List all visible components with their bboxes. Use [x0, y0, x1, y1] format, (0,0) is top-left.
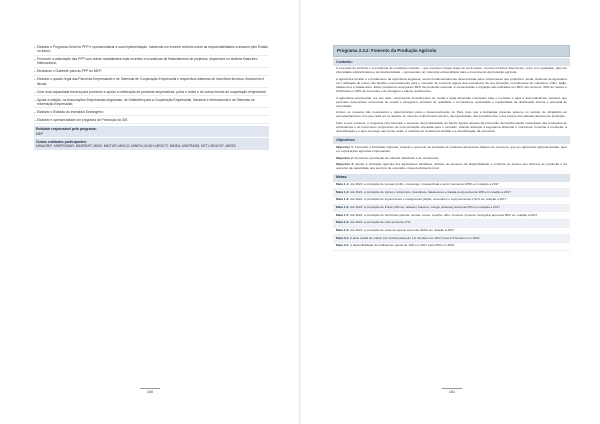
goal-row — [333, 182, 570, 190]
context-paragraph: Face a este contexto, o programa visa fomentar o aumento da produtividade do Sector Agrário através da promoção da transformação sustentável das produções de subsistência e do incremento progressivo de uma produção orientada para o mercado, visando alcançar a segurança alimentar e nutricional, fomentar a produção, a diversificação e o auto-emprego nas zonas rurais, a melhoria do rendimento familiar e a diversificação da economia. — [336, 121, 567, 134]
objectives-heading: Objectivos: — [333, 136, 570, 144]
list-item: – Apoiar a criação, na Associações Empresariais Angolanas, de Gabinetes para a Cooperação Empresarial, Nacional e Internacional e de Sistemas de Informação Empresarial; — [34, 98, 269, 109]
goal-text: Até 2022, a produção de cana-de-açúcar aumenta 401% em relação a 2017 — [349, 228, 455, 233]
goal-text: Até 2022, a produção de leguminosas e oleaginosas (feijão, amendoim e soja) aumenta 1,6x% em relação a 2017 — [349, 197, 507, 202]
list-item: – Elaborar o Programa Geral do PPP e operacionalizar a sua implementação, mantendo um enorme controlo sobre as responsabilidades a assumir pelo Estado no futuro; — [34, 45, 269, 56]
responsible-entity-label: Entidade responsável pelo programa: — [36, 127, 97, 132]
participants-value: MINAGRIF; MINPESMAR; MINERMIT; MIND; MINTUR; MINCO; MINFIN; MJDH; MESCTI; MINEA; MINTRANS; MTTI; MINCOP; MIREX — [36, 144, 237, 149]
goal-row — [333, 212, 570, 220]
context-heading: Contexto: — [333, 58, 570, 66]
objective-text: Fomentar a Actividade Agrícola, visando o aumento da produção de produtos alimentares básicos de consumo, que em agricultura agrícola familiar, quer em explorações agrícolas empresariais; — [336, 144, 567, 153]
list-item: – Criar uma capacidade técnica para promover e apoiar a celebração de parcerias empresariais, pólos e redes e de outras formas de cooperação empresarial; — [34, 90, 269, 96]
objective-label: Objectivo 1: — [336, 144, 354, 149]
goal-label: Meta 1.2: — [336, 189, 350, 194]
objective-text: Aumentar a produção de culturas industriais e de rendimento; — [354, 155, 440, 160]
goal-text: Até 2022, a produção de hortícolas (cebola, tomate, couve, repolho, alho, cenoura, pimento, beringela) aumenta 85% em relação a 2017 — [349, 212, 538, 217]
participants-label: Outras entidades participantes: — [36, 139, 87, 144]
goal-label: Meta 1.1: — [336, 181, 350, 186]
program-title: Programa 2.3.2: Fomento da Produção Agrícola — [333, 45, 570, 57]
right-page-content — [333, 45, 570, 251]
goal-row — [333, 197, 570, 205]
objective-item — [333, 144, 570, 155]
goal-label: Meta 1.5: — [336, 212, 350, 217]
list-item: – Dinamizar o Gabinete para as PPP do MEP; — [34, 69, 269, 75]
list-item: – Promover a articulação das PPP com outras modalidades mais recentes e inovadoras de financiamento de projectos, dispensem no sistema financeiro internacional; — [34, 57, 269, 68]
goal-text: Até 2022, a produção de frutas (citrinos, abacaxi, banana, manga, abacate) aumenta 53% em relação a 2017 — [349, 205, 500, 210]
context-paragraph: A agricultura empresarial, por seu lado, compreende investimentos de média e larga dimensão orientados para o mercado e para a auto-suficiência nacional, que permitam desenvolver economias de escala e assegurem produtos de qualidade e competitivos, quantidade e regularidade da distribuição interna e potencial de exportação. — [336, 95, 567, 108]
goal-row — [333, 243, 570, 251]
list-item: – Elaborar e operacionalizar um programa de Promoção do IDE. — [34, 118, 269, 124]
goal-text: Até 2022, a produção de cereais (milho, massango, massambala e arroz) aumenta 105% em relação a 2017 — [349, 181, 499, 186]
list-item: – Elaborar o quadro legal das Parcerias Empresariais e de Sistemas de Cooperação Empresarial e respectivos sistemas de incentivos técnicos, financeiros e fiscais; — [34, 77, 269, 88]
goal-text: A área média de cultivo por família passa de 1,5 hectares em 2017 para 2,5 hectares em 2022 — [349, 235, 480, 240]
objective-item — [333, 155, 570, 162]
goal-row — [333, 228, 570, 236]
page-number-left: 160 — [130, 388, 170, 394]
participants-box — [34, 138, 269, 150]
bullet-list — [34, 45, 269, 124]
objective-text: Apoiar a produção agrícola dos agricultores familiares, através do aumento da disponibilidade e melhoria do acesso aos factores de produção e do aumento da capacidade dos serviços de extensão e desenvolvimento rural. — [336, 162, 567, 171]
goal-label: Meta 1.4: — [336, 205, 350, 210]
goal-row — [333, 189, 570, 197]
context-paragraph: A agricultura familiar é o fundamento da agricultura angolana, sendo fundamentalmente desenvolvida pelos camponeses que produzem, ainda, sistemas de agricultura com utilização de meios não familiar, essencialmente para o mercado de consumo alguns dos excedentes da sua produção, normalmente de mandioca, milho, feijão, batata-rena e batata-doce. Estes produtores asseguram 80% da produção nacional. A mecanização e irrigação são utilizadas em 80% dos terrenos, 90% de rações e fertilizantes e 90% de sementes e de forragens e baixos rendimentos. — [336, 77, 567, 93]
left-page-content — [34, 45, 269, 150]
objective-label: Objectivo 3: — [336, 162, 355, 167]
objective-item — [333, 162, 570, 173]
goal-row — [333, 235, 570, 243]
goal-label: Meta 2.1: — [336, 220, 350, 225]
goal-text: Até 2022, a produção de café aumenta 17% — [349, 220, 411, 225]
goal-label: Meta 1.3: — [336, 197, 350, 202]
goal-label: Meta 3.1: — [336, 235, 350, 240]
responsible-entity-box — [34, 126, 269, 138]
goal-row — [333, 220, 570, 228]
list-item: – Elaborar o Estatuto do Investidor Estrangeiro; — [34, 110, 269, 116]
right-page — [301, 0, 600, 424]
goal-label: Meta 3.2: — [336, 243, 350, 248]
left-page — [0, 0, 299, 424]
goal-text: A disponibilidade de fertilizantes passa de 10% em 2017 para 80% em 2022 — [349, 243, 455, 248]
goals-heading: Metas: — [333, 174, 570, 182]
responsible-entity-value: MEP — [36, 131, 44, 136]
page-number-right: 161 — [432, 388, 472, 394]
context-paragraph: A extensão do território e a existência de condições naturais – que envolvem largas áreas de terra arável, recursos hídricos disponíveis, solos com qualidade, além de diversidade edafoclimática e de biodiversidade – representam um potencial extraordinário para o crescimento da produção agrícola. — [336, 66, 567, 75]
objective-label: Objectivo 2: — [336, 155, 354, 160]
goal-label: Meta 2.4: — [336, 228, 350, 233]
goal-text: Até 2022, a produção de raízes e tubérculos (mandioca, batata-doce e batata-rena) aumenta 49% em relação a 2017 — [349, 189, 511, 194]
goal-row — [333, 205, 570, 213]
context-paragraph: Ambos os modelos são necessários e determinantes para o desenvolvimento do País, pelo que a Estratégia presente assume no sentido de obrigatório ao acompanhamento com que cada um se depara, ao nível de conhecimento técnico, da organização, dos investimentos e dos preços dos variados factores de produção. — [336, 110, 567, 119]
